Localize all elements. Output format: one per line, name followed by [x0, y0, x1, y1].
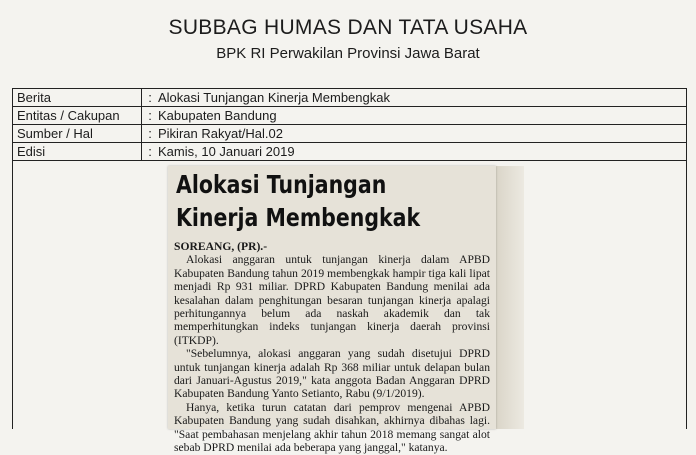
meta-colon: :: [148, 126, 152, 141]
meta-row-entitas: [13, 107, 686, 125]
meta-row-sumber: [13, 125, 686, 143]
meta-row-edisi: [13, 143, 686, 161]
meta-colon: :: [148, 90, 152, 105]
newspaper-clipping: [168, 166, 496, 455]
meta-value: Pikiran Rakyat/Hal.02: [158, 126, 283, 141]
meta-key: Edisi: [13, 143, 142, 160]
article-paragraph: "Sebelumnya, alokasi anggaran yang sudah disetujui DPRD untuk tunjangan kinerja adalah Rp 368 miliar untuk delapan bulan dari Januari-Agustus 2019," kata anggota Badan Anggaran DPRD Kabupaten Bandung Yanto Setianto, Rabu (9/1/2019).: [174, 347, 490, 401]
page-subtitle: BPK RI Perwakilan Provinsi Jawa Barat: [216, 45, 480, 62]
clipping-headline: [176, 168, 420, 234]
headline-line: Alokasi Tunjangan: [176, 170, 387, 199]
meta-value: Alokasi Tunjangan Kinerja Membengkak: [158, 90, 390, 105]
meta-key: Entitas / Cakupan: [13, 107, 142, 124]
dateline: SOREANG, (PR).-: [174, 240, 268, 253]
meta-colon: :: [148, 108, 152, 123]
meta-key: Berita: [13, 89, 142, 106]
headline-line: Kinerja Membengkak: [176, 203, 421, 232]
meta-row-berita: [13, 89, 686, 107]
meta-value: Kamis, 10 Januari 2019: [158, 144, 295, 159]
meta-value: Kabupaten Bandung: [158, 108, 277, 123]
clipping-edge: [496, 166, 524, 429]
meta-key: Sumber / Hal: [13, 125, 142, 142]
article-paragraph: Alokasi anggaran untuk tunjangan kinerja dalam APBD Kabupaten Bandung tahun 2019 membengkak hampir tiga kali lipat menjadi Rp 931 miliar. DPRD Kabupaten Bandung menilai ada kesalahan dalam penghitungan besaran tunjangan kinerja apalagi perhitungannya belum ada naskah akademik dan tak memperhitungkan indeks tunjangan kinerja daerah provinsi (ITKDP).: [174, 253, 490, 347]
page-title: SUBBAG HUMAS DAN TATA USAHA: [168, 16, 528, 39]
meta-colon: :: [148, 144, 152, 159]
article-paragraph: Hanya, ketika turun catatan dari pemprov mengenai APBD Kabupaten Bandung yang sudah disahkan, akhirnya dibahas lagi. "Saat pembahasan menjelang akhir tahun 2018 memang sangat alot sebab DPRD menilai ada beberapa yang janggal," katanya.: [174, 400, 490, 455]
meta-table: [12, 88, 687, 161]
article-body: [174, 240, 490, 455]
